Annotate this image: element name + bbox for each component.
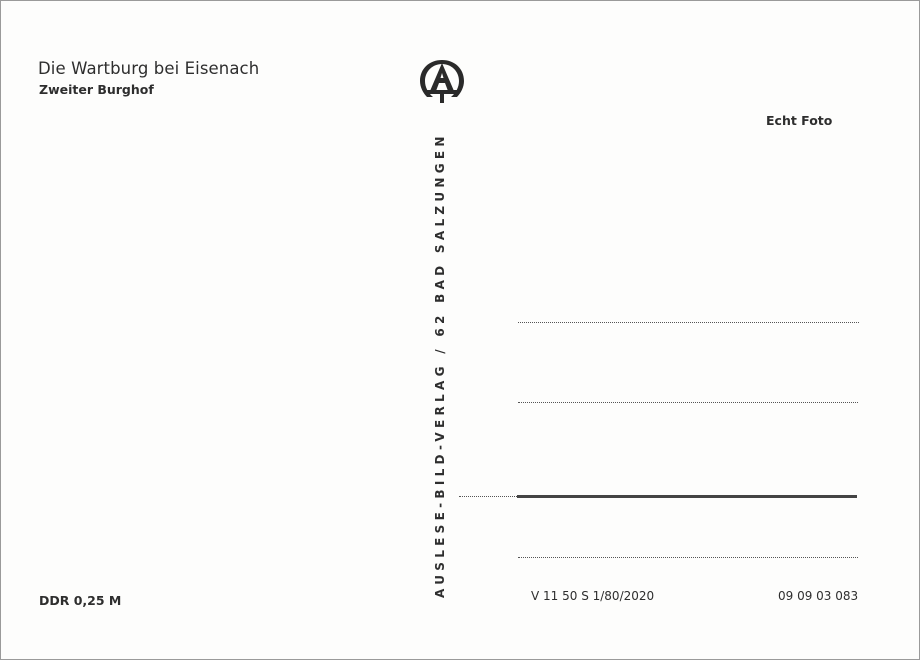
address-line-3-solid xyxy=(517,495,857,498)
address-line-2 xyxy=(518,402,858,403)
print-code-right: 09 09 03 083 xyxy=(778,589,859,603)
address-line-1 xyxy=(518,322,859,323)
address-line-3-dots xyxy=(459,496,517,497)
price-label: DDR 0,25 M xyxy=(39,593,122,608)
card-title: Die Wartburg bei Eisenach xyxy=(38,59,260,78)
print-code-left: V 11 50 S 1/80/2020 xyxy=(531,589,655,603)
card-subtitle: Zweiter Burghof xyxy=(39,82,154,97)
publisher-logo-icon xyxy=(417,57,467,105)
publisher-vertical-text: AUSLESE-BILD-VERLAG / 62 BAD SALZUNGEN xyxy=(433,132,447,598)
address-line-4 xyxy=(518,557,858,558)
photo-note: Echt Foto xyxy=(766,113,833,128)
